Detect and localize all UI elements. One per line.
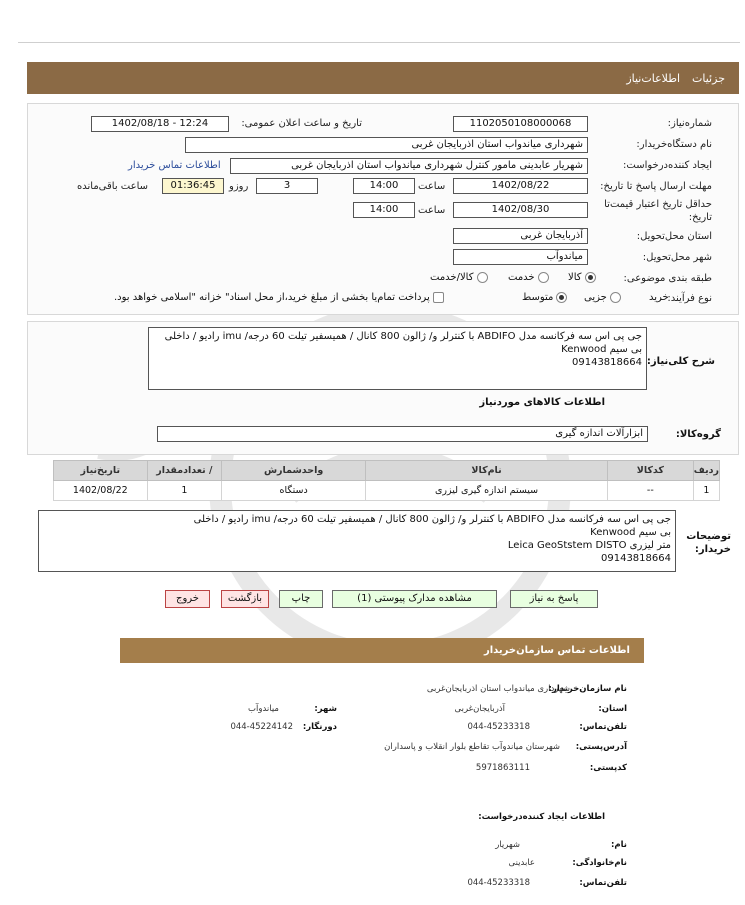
summary-textbox[interactable]: جی پی اس سه فرکانسه مدل ABDIFO با کنترلر و/ ژالون 800 کانال / همیسفیر تیلت 60 درجه/ imu رادیو / داخلی بی سیم Kenwood 09143818664: [148, 327, 647, 390]
summary-label: شرح کلی‌نیاز:: [646, 356, 715, 367]
remaining-label: ساعت باقی‌مانده: [77, 181, 149, 192]
contact-postal-label: کد‌پستی:: [589, 763, 627, 773]
buyer-org-field[interactable]: شهرداری میاندواب استان اذربایجان غربی: [185, 137, 588, 153]
top-divider: [18, 42, 740, 43]
contact-phone-label: تلفن‌تماس:: [579, 722, 627, 732]
radio-icon[interactable]: [556, 292, 567, 303]
validity-date-field[interactable]: 1402/08/30: [453, 202, 588, 218]
back-button[interactable]: بازگشت: [221, 590, 269, 608]
cell-date: 1402/08/22: [54, 481, 148, 501]
col-code: کدکالا: [607, 461, 693, 481]
creator-family-value: عابدینی: [508, 858, 535, 868]
view-documents-button[interactable]: مشاهده مدارک پیوستی (1): [332, 590, 497, 608]
deadline-date-field[interactable]: 1402/08/22: [453, 178, 588, 194]
tab-need-info[interactable]: اطلاعات‌نیاز: [626, 71, 681, 85]
contact-org-value: شهرداری میاندواب استان اذربایجان‌غربی: [426, 684, 570, 694]
city-field[interactable]: میاندوآب: [453, 249, 588, 265]
creator-name-value: شهریار: [495, 840, 520, 850]
province-label: استان محل‌تحویل:: [636, 231, 712, 242]
need-number-label: شماره‌نیاز:: [667, 118, 712, 129]
checkbox-icon[interactable]: [433, 292, 444, 303]
buyer-contact-link[interactable]: اطلاعات تماس خریدار: [128, 160, 221, 171]
category-label: طبقه بندی موضوعی:: [623, 273, 712, 284]
print-button[interactable]: چاپ: [279, 590, 323, 608]
col-row: ردیف: [693, 461, 719, 481]
cell-unit: دستگاه: [222, 481, 366, 501]
contact-section-header: اطلاعات تماس سازمان‌خریدار: [120, 638, 644, 663]
col-date: تاریخ‌نیاز: [54, 461, 148, 481]
buyer-desc-label: توضیحات خریدار:: [686, 531, 731, 555]
col-unit: واحدشمارش: [222, 461, 366, 481]
days-field[interactable]: 3: [256, 178, 318, 194]
items-table: [53, 460, 720, 501]
table-row[interactable]: [54, 481, 720, 501]
buyer-desc-line-4: 09143818664: [601, 553, 671, 564]
contact-address-label: آدرس‌پستی:: [575, 742, 627, 752]
announce-label: تاریخ و ساعت اعلان عمومی:: [241, 118, 362, 129]
contact-fax-value: 044-45224142: [230, 722, 293, 732]
cell-name: سیستم اندازه گیری لیزری: [366, 481, 608, 501]
creator-phone-value: 044-45233318: [467, 878, 530, 888]
need-number-field[interactable]: 1102050108000068: [453, 116, 588, 132]
deadline-label: مهلت ارسال پاسخ تا تاریخ:: [600, 181, 712, 192]
buyer-desc-line-1: جی پی اس سه فرکانسه مدل ABDIFO با کنترلر و/ ژالون 800 کانال / همیسفیر تیلت 60 درجه/ imu رادیو / داخلی: [193, 514, 671, 525]
buyer-desc-textbox[interactable]: [38, 510, 676, 572]
process-label: نوع فرآیند:: [667, 293, 712, 304]
cell-qty: 1: [147, 481, 222, 501]
items-table-header: [54, 461, 720, 481]
buyer-org-label: نام دستگاه‌خریدار:: [636, 139, 712, 150]
radio-icon[interactable]: [585, 272, 596, 283]
tab-bar: [27, 62, 739, 94]
radio-icon[interactable]: [538, 272, 549, 283]
creator-label: ایجاد کننده‌درخواست:: [623, 160, 712, 171]
buyer-desc-line-3: متر لیزری Leica GeoStstem DISTO: [507, 540, 671, 551]
category-option-service[interactable]: خدمت: [508, 272, 549, 283]
announce-field[interactable]: 1402/08/18 - 12:24: [91, 116, 229, 132]
creator-info-title: اطلاعات ایجاد کننده‌درخواست:: [478, 812, 605, 822]
col-qty: تعداد‌مقدار /: [147, 461, 222, 481]
creator-field[interactable]: شهریار عابدینی مامور کنترل شهرداری میاندواب استان اذربایجان غربی: [230, 158, 588, 174]
contact-postal-value: 5971863111: [475, 763, 530, 773]
remaining-time-field: 01:36:45: [162, 178, 224, 194]
goods-title: اطلاعات کالاهای موردنیاز: [479, 397, 605, 408]
col-name: نام‌کالا: [366, 461, 608, 481]
province-field[interactable]: آذربایجان غربی: [453, 228, 588, 244]
validity-time-label: ساعت: [418, 205, 446, 216]
deadline-time-field[interactable]: 14:00: [353, 178, 415, 194]
contact-phone-value: 044-45233318: [467, 722, 530, 732]
category-option-both[interactable]: کالا/خدمت: [430, 272, 488, 283]
treasury-payment-checkbox[interactable]: پرداخت تمام‌یا بخشی از مبلغ خرید،از محل اسناد" خزانه "اسلامی خواهد بود.: [114, 292, 444, 303]
buyer-desc-line-2: بی سیم Kenwood: [590, 527, 671, 538]
process-option-minor[interactable]: جزیی: [584, 292, 621, 303]
contact-province-label: استان:: [598, 704, 627, 714]
category-option-goods[interactable]: کالا: [568, 272, 596, 283]
contact-address-value: شهرستان میاندوآب تقاطع بلوار انقلاب و پاسداران: [384, 742, 560, 752]
contact-province-value: آذربایجان‌غربی: [454, 704, 505, 714]
process-option-purchase: خرید: [649, 292, 669, 303]
process-option-medium[interactable]: متوسط: [522, 292, 567, 303]
radio-icon[interactable]: [477, 272, 488, 283]
contact-fax-label: دورنگار:: [302, 722, 337, 732]
creator-phone-label: تلفن‌تماس:: [579, 878, 627, 888]
creator-family-label: نام‌خانوادگی:: [572, 858, 627, 868]
cell-row: 1: [693, 481, 719, 501]
exit-button[interactable]: خروج: [165, 590, 210, 608]
deadline-time-label: ساعت: [418, 181, 446, 192]
city-label: شهر محل‌تحویل:: [642, 252, 712, 263]
tab-details[interactable]: جزئیات: [692, 71, 725, 85]
contact-city-label: شهر:: [314, 704, 337, 714]
validity-label: حداقل تاریخ اعتبار قیمت‌تا تاریخ:: [604, 199, 712, 223]
goods-group-field[interactable]: ابزارآلات اندازه گیری: [157, 426, 648, 442]
contact-org-label: نام سازمان‌خریدار:: [548, 684, 627, 694]
reply-button[interactable]: پاسخ به نیاز: [510, 590, 598, 608]
validity-time-field[interactable]: 14:00: [353, 202, 415, 218]
goods-group-label: گروه‌کالا:: [675, 429, 721, 440]
radio-icon[interactable]: [610, 292, 621, 303]
creator-name-label: نام:: [610, 840, 627, 850]
cell-code: --: [607, 481, 693, 501]
contact-city-value: میاندوآب: [247, 704, 279, 714]
days-label: روزو: [229, 181, 249, 192]
